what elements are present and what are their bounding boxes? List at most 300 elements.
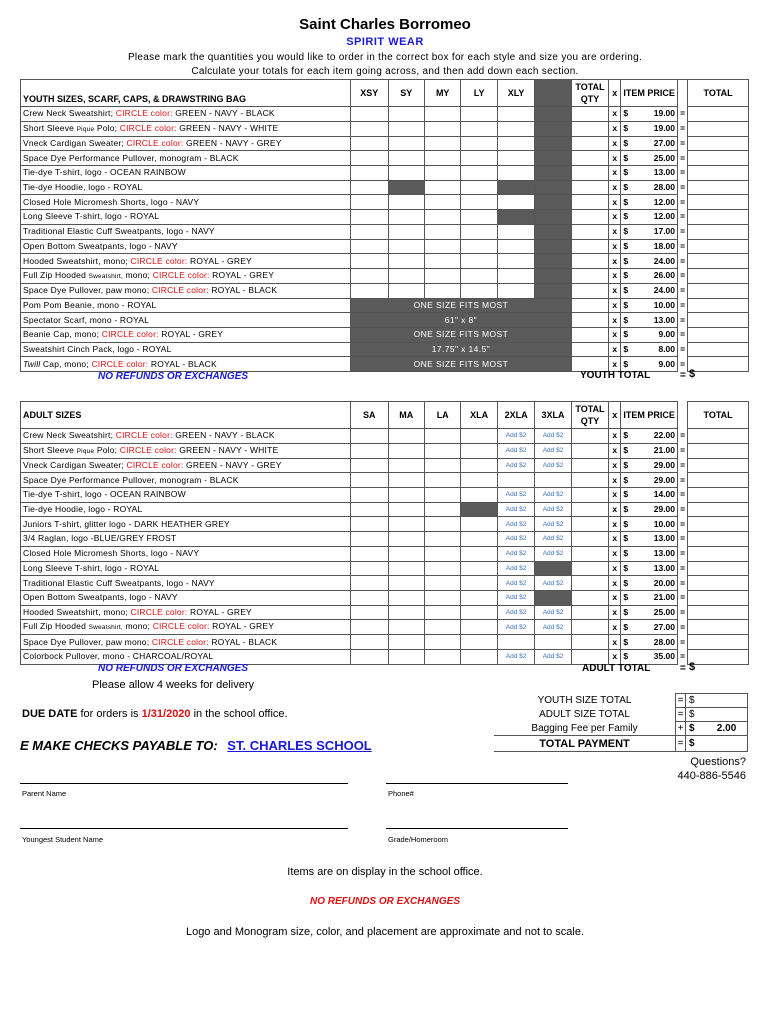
item-text-part: ROYAL - GREY xyxy=(158,329,224,340)
adult-item-row xyxy=(21,561,749,576)
line-total-input[interactable] xyxy=(688,298,749,313)
qty-input-sa[interactable] xyxy=(351,605,388,620)
line-total-input[interactable] xyxy=(688,283,749,298)
equals-symbol: = xyxy=(680,226,686,237)
total-qty-input[interactable] xyxy=(571,210,608,225)
total-qty-input[interactable] xyxy=(571,268,608,283)
qty-input-la[interactable] xyxy=(424,561,460,576)
currency-symbol: $ xyxy=(623,606,629,617)
qty-input-sa[interactable] xyxy=(351,458,388,473)
total-qty-input[interactable] xyxy=(571,151,608,166)
qty-input-sa[interactable] xyxy=(351,635,388,650)
qty-input-sa[interactable] xyxy=(351,429,388,444)
add-2-cell[interactable]: Add $2 xyxy=(535,502,571,517)
adult-item-row xyxy=(21,488,749,503)
line-total-input[interactable] xyxy=(688,517,749,532)
line-total-input[interactable] xyxy=(688,327,749,342)
qty-input-xly[interactable] xyxy=(497,136,534,151)
qty-input-xly[interactable] xyxy=(497,268,534,283)
qty-input-sa[interactable] xyxy=(351,590,388,605)
qty-input-xsy[interactable] xyxy=(351,268,388,283)
qty-input-my[interactable] xyxy=(424,151,460,166)
parent-name-line[interactable] xyxy=(20,783,348,784)
total-qty-input[interactable] xyxy=(571,605,608,620)
total-qty-input[interactable] xyxy=(571,590,608,605)
total-qty-input[interactable] xyxy=(571,502,608,517)
line-total-input[interactable] xyxy=(688,107,749,122)
qty-input-ma[interactable] xyxy=(388,443,424,458)
total-qty-input[interactable] xyxy=(571,283,608,298)
add-2-cell[interactable]: Add $2 xyxy=(535,605,571,620)
summary-total-value[interactable]: $ xyxy=(686,736,748,752)
add-2-cell[interactable]: Add $2 xyxy=(497,620,534,635)
size-ly: LY xyxy=(461,80,497,107)
qty-input-sa[interactable] xyxy=(351,546,388,561)
adult-item-row xyxy=(21,635,749,650)
line-total-input[interactable] xyxy=(688,649,749,664)
add-2-cell[interactable]: Add $2 xyxy=(497,443,534,458)
line-total-input[interactable] xyxy=(688,136,749,151)
blank-column-cell xyxy=(535,195,571,210)
summary-youth-row xyxy=(494,694,748,708)
qty-input-sy[interactable] xyxy=(388,210,424,225)
add-2-cell[interactable]: Add $2 xyxy=(535,429,571,444)
qty-input-xsy[interactable] xyxy=(351,136,388,151)
qty-input-ly[interactable] xyxy=(461,121,497,136)
total-qty-input[interactable] xyxy=(571,195,608,210)
adult-item-row xyxy=(21,458,749,473)
qty-input-ly[interactable] xyxy=(461,107,497,122)
qty-input-xla[interactable] xyxy=(461,443,497,458)
qty-input-ma[interactable] xyxy=(388,473,424,488)
qty-input-xsy[interactable] xyxy=(351,107,388,122)
unavailable-cell xyxy=(497,210,534,225)
line-total-input[interactable] xyxy=(688,458,749,473)
line-total-input[interactable] xyxy=(688,121,749,136)
qty-input-3xla[interactable] xyxy=(535,635,571,650)
qty-input-my[interactable] xyxy=(424,195,460,210)
item-price xyxy=(621,502,678,517)
item-name xyxy=(21,473,351,488)
qty-input-sy[interactable] xyxy=(388,268,424,283)
line-total-input[interactable] xyxy=(688,210,749,225)
phone-line[interactable] xyxy=(386,783,568,784)
summary-total-op: = xyxy=(676,736,686,752)
total-qty-input[interactable] xyxy=(571,107,608,122)
qty-input-ma[interactable] xyxy=(388,576,424,591)
price-value: 28.00 xyxy=(653,182,676,193)
grade-line[interactable] xyxy=(386,828,568,829)
qty-input-xla[interactable] xyxy=(461,576,497,591)
line-total-input[interactable] xyxy=(688,151,749,166)
qty-input-ly[interactable] xyxy=(461,151,497,166)
qty-input-xla[interactable] xyxy=(461,635,497,650)
qty-input-ma[interactable] xyxy=(388,532,424,547)
item-price-header: ITEM PRICE xyxy=(621,80,678,107)
summary-youth-value[interactable]: $ xyxy=(686,694,748,708)
item-text-part: Long Sleeve T-shirt, logo - ROYAL xyxy=(23,211,160,222)
qty-input-xsy[interactable] xyxy=(351,195,388,210)
add-2-cell[interactable]: Add $2 xyxy=(497,502,534,517)
price-value: 19.00 xyxy=(653,108,676,119)
total-qty-input[interactable] xyxy=(571,239,608,254)
qty-input-la[interactable] xyxy=(424,473,460,488)
due-date: 1/31/2020 xyxy=(141,708,191,720)
qty-input-xsy[interactable] xyxy=(351,121,388,136)
total-qty-input[interactable] xyxy=(571,254,608,269)
qty-input-sa[interactable] xyxy=(351,473,388,488)
adult-total-value[interactable]: $ xyxy=(689,661,696,673)
total-qty-input[interactable] xyxy=(571,443,608,458)
line-total-input[interactable] xyxy=(688,605,749,620)
size-sy: SY xyxy=(388,80,424,107)
qty-input-sy[interactable] xyxy=(388,166,424,181)
qty-input-sy[interactable] xyxy=(388,136,424,151)
blank-column-cell xyxy=(535,121,571,136)
line-total-input[interactable] xyxy=(688,313,749,328)
qty-input-la[interactable] xyxy=(424,590,460,605)
total-qty-input[interactable] xyxy=(571,327,608,342)
currency-symbol: $ xyxy=(623,518,629,529)
qty-input-sa[interactable] xyxy=(351,443,388,458)
one-size-note: ONE SIZE FITS MOST xyxy=(351,357,572,372)
qty-input-ma[interactable] xyxy=(388,605,424,620)
line-total-input[interactable] xyxy=(688,429,749,444)
line-total-input[interactable] xyxy=(688,532,749,547)
qty-input-xla[interactable] xyxy=(461,649,497,664)
total-qty-input[interactable] xyxy=(571,429,608,444)
qty-input-xly[interactable] xyxy=(497,195,534,210)
qty-input-my[interactable] xyxy=(424,254,460,269)
add-2-cell[interactable]: Add $2 xyxy=(497,649,534,664)
total-qty-input[interactable] xyxy=(571,180,608,195)
qty-input-ly[interactable] xyxy=(461,166,497,181)
total-qty-input[interactable] xyxy=(571,532,608,547)
qty-input-ma[interactable] xyxy=(388,620,424,635)
x-symbol: x xyxy=(609,268,621,283)
line-total-input[interactable] xyxy=(688,342,749,357)
line-total-input[interactable] xyxy=(688,357,749,372)
add-2-cell[interactable]: Add $2 xyxy=(535,443,571,458)
total-qty-input[interactable] xyxy=(571,166,608,181)
item-text-part: CIRCLE color: xyxy=(126,138,184,149)
qty-input-xly[interactable] xyxy=(497,224,534,239)
line-total-input[interactable] xyxy=(688,268,749,283)
add-2-cell[interactable]: Add $2 xyxy=(497,546,534,561)
add-2-cell[interactable]: Add $2 xyxy=(497,561,534,576)
qty-input-xsy[interactable] xyxy=(351,166,388,181)
adult-item-row xyxy=(21,502,749,517)
item-name xyxy=(21,195,351,210)
line-total-input[interactable] xyxy=(688,239,749,254)
qty-input-xla[interactable] xyxy=(461,532,497,547)
qty-input-my[interactable] xyxy=(424,239,460,254)
adult-item-row xyxy=(21,649,749,664)
qty-input-my[interactable] xyxy=(424,121,460,136)
total-qty-input[interactable] xyxy=(571,342,608,357)
qty-input-sa[interactable] xyxy=(351,620,388,635)
blank-column-cell xyxy=(535,224,571,239)
qty-input-ma[interactable] xyxy=(388,561,424,576)
youth-item-row xyxy=(21,254,749,269)
total-qty-input[interactable] xyxy=(571,313,608,328)
qty-input-la[interactable] xyxy=(424,649,460,664)
total-qty-input[interactable] xyxy=(571,136,608,151)
qty-input-ma[interactable] xyxy=(388,649,424,664)
checks-payee: ST. CHARLES SCHOOL xyxy=(227,738,372,753)
qty-input-la[interactable] xyxy=(424,517,460,532)
total-qty-input[interactable] xyxy=(571,458,608,473)
line-total-input[interactable] xyxy=(688,224,749,239)
qty-input-xly[interactable] xyxy=(497,121,534,136)
summary-youth-label: YOUTH SIZE TOTAL xyxy=(494,694,676,708)
add-2-cell[interactable]: Add $2 xyxy=(535,546,571,561)
qty-input-la[interactable] xyxy=(424,502,460,517)
qty-input-la[interactable] xyxy=(424,605,460,620)
add-2-cell[interactable]: Add $2 xyxy=(535,488,571,503)
qty-input-ma[interactable] xyxy=(388,517,424,532)
qty-input-ma[interactable] xyxy=(388,546,424,561)
add-2-cell[interactable]: Add $2 xyxy=(535,576,571,591)
qty-input-xla[interactable] xyxy=(461,517,497,532)
adult-item-row xyxy=(21,473,749,488)
qty-input-xla[interactable] xyxy=(461,429,497,444)
qty-input-ly[interactable] xyxy=(461,224,497,239)
equals-symbol: = xyxy=(680,460,686,471)
qty-input-sy[interactable] xyxy=(388,224,424,239)
equals-symbol: = xyxy=(680,314,686,325)
qty-input-xsy[interactable] xyxy=(351,224,388,239)
student-name-line[interactable] xyxy=(20,828,348,829)
total-qty-input[interactable] xyxy=(571,649,608,664)
qty-input-ma[interactable] xyxy=(388,429,424,444)
total-qty-input[interactable] xyxy=(571,561,608,576)
line-total-input[interactable] xyxy=(688,195,749,210)
qty-input-ly[interactable] xyxy=(461,195,497,210)
due-date-line xyxy=(22,708,288,720)
youth-total-value[interactable]: $ xyxy=(689,368,696,380)
price-value: 21.00 xyxy=(653,592,676,603)
item-name xyxy=(21,180,351,195)
qty-input-my[interactable] xyxy=(424,210,460,225)
qty-input-la[interactable] xyxy=(424,429,460,444)
item-price xyxy=(621,546,678,561)
line-total-input[interactable] xyxy=(688,166,749,181)
total-qty-input[interactable] xyxy=(571,620,608,635)
qty-input-2xla[interactable] xyxy=(497,473,534,488)
qty-input-sy[interactable] xyxy=(388,254,424,269)
equals-symbol: = xyxy=(680,285,686,296)
qty-input-xsy[interactable] xyxy=(351,180,388,195)
qty-input-3xla[interactable] xyxy=(535,473,571,488)
qty-input-xly[interactable] xyxy=(497,166,534,181)
qty-input-la[interactable] xyxy=(424,532,460,547)
item-price xyxy=(621,429,678,444)
qty-input-sa[interactable] xyxy=(351,576,388,591)
qty-input-sy[interactable] xyxy=(388,107,424,122)
add-2-cell[interactable]: Add $2 xyxy=(497,576,534,591)
total-qty-input[interactable] xyxy=(571,473,608,488)
item-text-part: GREEN - NAVY - BLACK xyxy=(172,108,275,119)
add-2-cell[interactable]: Add $2 xyxy=(497,488,534,503)
summary-adult-value[interactable]: $ xyxy=(686,708,748,722)
line-total-input[interactable] xyxy=(688,473,749,488)
qty-input-sy[interactable] xyxy=(388,195,424,210)
item-name xyxy=(21,268,351,283)
line-total-input[interactable] xyxy=(688,546,749,561)
qty-input-xly[interactable] xyxy=(497,107,534,122)
line-total-input[interactable] xyxy=(688,620,749,635)
qty-input-sa[interactable] xyxy=(351,517,388,532)
qty-input-la[interactable] xyxy=(424,546,460,561)
item-text-part: ROYAL - BLACK xyxy=(208,636,278,647)
qty-input-sy[interactable] xyxy=(388,151,424,166)
page-subtitle: SPIRIT WEAR xyxy=(346,36,424,48)
qty-input-la[interactable] xyxy=(424,620,460,635)
qty-input-sa[interactable] xyxy=(351,532,388,547)
qty-input-ma[interactable] xyxy=(388,502,424,517)
qty-input-la[interactable] xyxy=(424,443,460,458)
qty-input-sa[interactable] xyxy=(351,649,388,664)
line-total-input[interactable] xyxy=(688,180,749,195)
add-2-cell[interactable]: Add $2 xyxy=(535,620,571,635)
qty-input-xla[interactable] xyxy=(461,620,497,635)
qty-input-sy[interactable] xyxy=(388,283,424,298)
item-text-part: Full Zip Hooded xyxy=(23,621,89,632)
youth-total-eq: = xyxy=(680,370,686,381)
qty-input-xly[interactable] xyxy=(497,239,534,254)
equals-symbol: = xyxy=(680,299,686,310)
x-symbol: x xyxy=(609,180,621,195)
line-total-input[interactable] xyxy=(688,254,749,269)
line-total-input[interactable] xyxy=(688,590,749,605)
qty-input-xsy[interactable] xyxy=(351,239,388,254)
qty-input-my[interactable] xyxy=(424,283,460,298)
qty-input-ly[interactable] xyxy=(461,254,497,269)
qty-input-my[interactable] xyxy=(424,107,460,122)
qty-input-xsy[interactable] xyxy=(351,254,388,269)
qty-input-la[interactable] xyxy=(424,458,460,473)
add-2-cell[interactable]: Add $2 xyxy=(497,429,534,444)
qty-input-xsy[interactable] xyxy=(351,210,388,225)
qty-input-xly[interactable] xyxy=(497,254,534,269)
qty-input-ly[interactable] xyxy=(461,180,497,195)
add-2-cell[interactable]: Add $2 xyxy=(535,517,571,532)
qty-input-my[interactable] xyxy=(424,224,460,239)
adult-section-label: ADULT SIZES xyxy=(21,402,351,429)
item-price xyxy=(621,327,678,342)
item-text-part: GREEN - NAVY - WHITE xyxy=(176,444,279,455)
qty-input-la[interactable] xyxy=(424,576,460,591)
qty-input-ma[interactable] xyxy=(388,590,424,605)
add-2-cell[interactable]: Add $2 xyxy=(535,532,571,547)
qty-input-sa[interactable] xyxy=(351,502,388,517)
x-symbol: x xyxy=(609,443,621,458)
total-qty-input[interactable] xyxy=(571,635,608,650)
footer-no-refunds: NO REFUNDS OR EXCHANGES xyxy=(309,896,460,907)
qty-input-ly[interactable] xyxy=(461,136,497,151)
item-name xyxy=(21,488,351,503)
total-qty-input[interactable] xyxy=(571,488,608,503)
qty-input-ma[interactable] xyxy=(388,458,424,473)
qty-input-xsy[interactable] xyxy=(351,283,388,298)
total-qty-input[interactable] xyxy=(571,517,608,532)
qty-input-sa[interactable] xyxy=(351,488,388,503)
qty-input-xly[interactable] xyxy=(497,283,534,298)
add-2-cell[interactable]: Add $2 xyxy=(497,590,534,605)
qty-input-xla[interactable] xyxy=(461,458,497,473)
youth-item-row xyxy=(21,107,749,122)
line-total-input[interactable] xyxy=(688,576,749,591)
item-price xyxy=(621,313,678,328)
x-symbol: x xyxy=(609,357,621,372)
qty-input-ly[interactable] xyxy=(461,210,497,225)
qty-input-xla[interactable] xyxy=(461,605,497,620)
add-2-cell[interactable]: Add $2 xyxy=(497,517,534,532)
add-2-cell[interactable]: Add $2 xyxy=(497,605,534,620)
currency-symbol: $ xyxy=(623,621,629,632)
qty-input-my[interactable] xyxy=(424,268,460,283)
item-text-part: CIRCLE color: xyxy=(130,606,188,617)
line-total-input[interactable] xyxy=(688,635,749,650)
qty-input-xla[interactable] xyxy=(461,561,497,576)
qty-input-sy[interactable] xyxy=(388,239,424,254)
price-value: 22.00 xyxy=(653,430,676,441)
x-symbol: x xyxy=(609,166,621,181)
add-2-cell[interactable]: Add $2 xyxy=(535,649,571,664)
line-total-input[interactable] xyxy=(688,502,749,517)
qty-input-sy[interactable] xyxy=(388,121,424,136)
total-qty-input[interactable] xyxy=(571,546,608,561)
total-qty-input[interactable] xyxy=(571,224,608,239)
qty-input-my[interactable] xyxy=(424,166,460,181)
qty-input-la[interactable] xyxy=(424,635,460,650)
add-2-cell[interactable]: Add $2 xyxy=(535,458,571,473)
total-qty-header: TOTAL QTY xyxy=(571,80,608,107)
price-value: 10.00 xyxy=(653,299,676,310)
add-2-cell[interactable]: Add $2 xyxy=(497,458,534,473)
qty-input-xsy[interactable] xyxy=(351,151,388,166)
qty-input-my[interactable] xyxy=(424,136,460,151)
qty-input-ly[interactable] xyxy=(461,268,497,283)
add-2-cell[interactable]: Add $2 xyxy=(497,532,534,547)
qty-input-xla[interactable] xyxy=(461,473,497,488)
qty-input-xly[interactable] xyxy=(497,151,534,166)
line-total-input[interactable] xyxy=(688,561,749,576)
x-symbol: x xyxy=(609,576,621,591)
qty-input-ly[interactable] xyxy=(461,283,497,298)
qty-input-la[interactable] xyxy=(424,488,460,503)
qty-input-2xla[interactable] xyxy=(497,635,534,650)
price-value: 8.00 xyxy=(658,343,676,354)
qty-input-ly[interactable] xyxy=(461,239,497,254)
x-symbol: x xyxy=(609,224,621,239)
item-text-part: Short Sleeve xyxy=(23,444,77,455)
qty-input-xla[interactable] xyxy=(461,590,497,605)
qty-input-sa[interactable] xyxy=(351,561,388,576)
total-qty-input[interactable] xyxy=(571,576,608,591)
qty-input-xla[interactable] xyxy=(461,488,497,503)
currency-symbol: $ xyxy=(623,108,629,119)
total-qty-input[interactable] xyxy=(571,121,608,136)
qty-input-ma[interactable] xyxy=(388,488,424,503)
qty-input-my[interactable] xyxy=(424,180,460,195)
total-qty-input[interactable] xyxy=(571,298,608,313)
line-total-input[interactable] xyxy=(688,443,749,458)
qty-input-ma[interactable] xyxy=(388,635,424,650)
qty-input-xla[interactable] xyxy=(461,546,497,561)
line-total-input[interactable] xyxy=(688,488,749,503)
